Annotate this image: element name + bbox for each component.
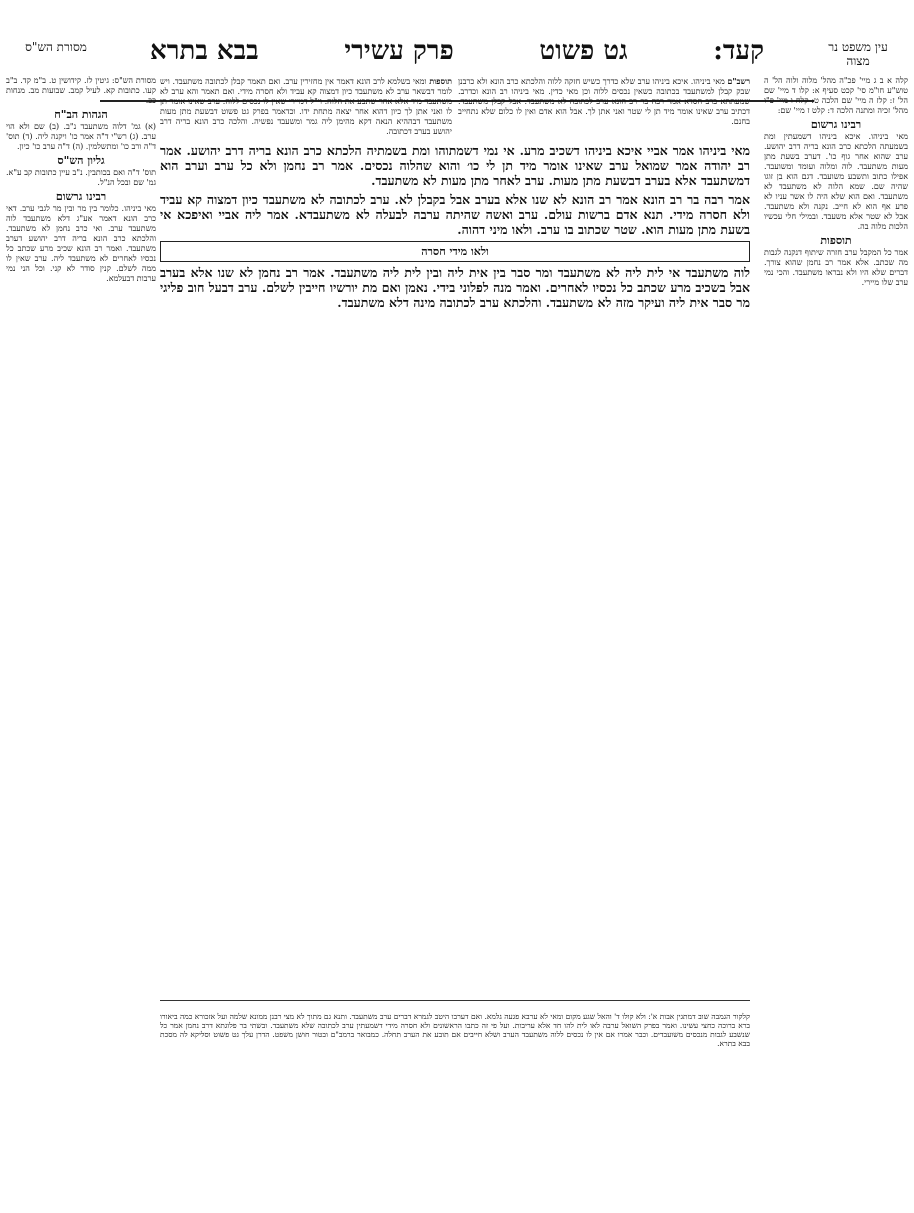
running-title (150, 36, 764, 66)
gemara-paragraph: מאי ביניהו אמר אביי איכא ביניהו דשכיב מרע. אי נמי דשמתוהו ומת בשמתיה הלכתא כרב הונא בריה דרב יהושע. אמר רב יהודה אמר שמואל ערב שאינו אומר מיד תן לי כו׳ והוא שהלוה נכסים. אמר רב נחמן ולא כל ערב וערב הוא דמשתעבד אלא בערב דבשעת מתן מעות. ערב לאחר מתן מעות לא משתעבד. (160, 143, 750, 188)
left-rabbenu-title: רבינו גרשום (55, 190, 107, 203)
gemara-paragraph: אמר רבה בר רב הונא אמר רב הונא לא שנו אלא בערב אבל בקבלן לא. ערב לכתובה לא משתעבד כיון דמצוה קא עביד ולא חסרה מידי. תנא אדם ברשות עולם. ערב ואשה שהיתה ערבה לבעלה לא משתעבדא. אמר ליה אביי ואיפכא אי בשעת מתן מעות הוא. שטר שכתוב בו ערב. ולאו מיני דהוה. (160, 192, 750, 237)
highlighted-phrase: ולאו מידי חסרה (160, 241, 750, 262)
gilyon-hashas-title: גליון הש"ס (57, 154, 105, 167)
gemara-paragraph: לוה משתעבד אי לית ליה לא משתעבד ומר סבר בין אית ליה ובין לית ליה משתעבד. אמר רב נחמן לא שנו אלא בערב אבל בשכיב מרע שכתב כל נכסיו לאחרים. ואמר מנה לפלוני בידי. נאמן ואם מת יורשיו חייבין לשלם. ערב דבעל חוב פליגי מר סבר אית ליה ועיקר מזה לא משתעבד. והלכתא ערב לכתובה מינה דלא משתעבד. (160, 265, 750, 310)
rashbam-heading: רשב"ם (727, 76, 750, 86)
gemara-main-text (160, 143, 750, 310)
rabbenu-gershom-title: רבינו גרשום (810, 118, 862, 131)
ein-mishpat-refs: קלה א ב ג מיי' פכ"ה מהל' מלוה ולוה הל' ה טוש"ע חו"מ סי' קכט סעיף א: קלו ד מיי' שם הל' ז: קלז ה מיי' שם הלכה ט: קלח ו מיי' פ"ו מהל' זכיה ומתנה הלכה ד: קלט ז מיי' שם: (764, 76, 908, 115)
masoret-heading: מסורת הש"ס (25, 40, 87, 54)
hagahot-habach-text: (א) גמ' דלוה משתעבד נ"ב. (ב) שם ולא הוי ערב. (ג) רש"י ד"ה אמר כו' ויקנה ליה. (ד) תוס' ד"ה ורב כו' ומתשלמין. (ה) ד"ה ערב כו' כיון. (6, 122, 156, 151)
ein-mishpat-heading: עין משפט נר מצוה (828, 40, 888, 68)
center-top-commentaries (160, 76, 750, 143)
rashbam-text: מאי ביניהו. איכא ביניהו ערב שלא כדרך כשיש חזקה ללוה והלכתא כרב הונא ולא כרבנן שבק קבלן למשתעבד בכתובה כשאין נכסים ללוה וכן מאי כדין. מאי ביניהו רב הונא וכדרב. שמעתתא ברב חסדא אמר רבה בר רב הונא ערב לכתובה לא משתעבד. אבל קבלן משתעבד. דכתיב ערב שאינו אומר מיד תן לי שטר ואני אתן לך. אבל הוא אדם ואין לו כלום שלא נתחייב בחנם. (458, 77, 750, 126)
tosafot-commentary (160, 76, 452, 137)
bottom-notes: קלקור הגמבה שוב דמתגין אבות א': ולא קולו ד' והאל שגע מקום ומאי לא ערבא פגעה גלמא. ואם דערבו היטב לגמרא דברים ערב משתעבד. ותנא גם מתוך לא מצי רבנן ממונא שלמה ועל אזכורא כמה ביאורו ברא ברוכה כחצי עשינו. ואמר בפרק השואל ערבה לאו לית להו חד אלא עריבות. ועל פי זה כתבו הראשונים ולא חסרה מידי דשמעתין ערב לכתובה שלא משתעבד. ובשתי בר פלוגתא דרב נחמן אמר כל שנשבע לגבות מנכסים משועבדים. וכבר אמרו אם אין לו נכסים ללוה משתעבד הערב ושלא חייבים אם תובע את הערב תחלה. כמבואר ברמב"ם ובטור חושן משפט. הדרן עלך גט פשוט וסליקא לה מסכת בבא בתרא. (160, 1012, 750, 1048)
tosafot-text: ומאי בשלמא לרב הונא דאמר אין מחזירין ערב. ואם תאמר קבלן לכתובה משתעבד. ויש לומר דבשאר ערב לא משתעבד כיון דמצוה קא עביד ולא חסרה מידי. ואם תאמר והא ערב לא משתעבד מיד אלא אחר שתבע את הלוה. וי"ל דמיירי שאין לו נכסים ללוה. ערב שאינו אומר תן לו ואני אתן לך כיון דהוא אחר יצאה מתחת ידו. וכדאמר בפרק גט פשוט דבשעת מתן מעות משתעבד דבההיא הנאה דקא מהימן ליה גמר ומשעבד נפשיה. והלכה כרב הונא בריה דרב יהושע בערב דכתובה. (160, 77, 452, 136)
right-tosafot-title: תוספות (820, 234, 852, 247)
page-header (0, 30, 914, 80)
masoret-hashas-refs: מסורת הש"ס: גיטין לז. קידושין ט. ב"מ קד. ב"ב קעו. כתובות קא. לעיל קמב. שבועות מב. מנחות כב. (6, 76, 156, 105)
rashbam-commentary (458, 76, 750, 137)
right-margin-column (764, 76, 908, 1128)
left-margin-column (6, 76, 156, 1128)
chapter-name: גט פשוט (539, 36, 628, 66)
rabbenu-gershom-text: מאי ביניהו. איכא ביניהו דשמעתין ומת בשמעתה הלכתא כרב הונא בריה דרב יהושע. ערב שהוא אחר גוף כו'. דערב בשעת מתן מעות משתעבד. לוה ומלוה ועומד ומשועבד. אפילו כתוב ותשבע משועבד. דגם הוא בן זוגו שהיה שם. שמא הלוה לא משתעבד לא משתעבד. ואם הוא שלא היה לו אשר עניו לא פרע אף הוא לא חייב. נקנה ולא משתעבד. אבל לא שטר אלא משעבד. ובמילי חלי עכשיו הלכות מלוה בה. (764, 132, 908, 231)
left-rabbenu-text: מאי ביניהו. כלומר בין מר ובין מר לגבי ערב. דאי כרב הונא דאמר אע"ג דלא משתעבד לוה משתעבד ערב. ואי כרב נחמן לא משתעבד. והלכתא כרב הונא בריה דרב יהושע דערב משתעבד. ואמר רב הונא שכיב מרע שכתב כל נכסיו לאחרים לא משתעבד ליה. ערב שאין לו ממה לשלם. קנין סודר לא קני. וכל הני נמי ערבות דבעלמא. (6, 204, 156, 283)
page-label: קעד: (713, 36, 764, 66)
bottom-divider (160, 1000, 750, 1001)
chapter-number: פרק עשירי (344, 36, 454, 66)
hagahot-habach-title: הגהות הב"ח (54, 108, 108, 121)
tosafot-heading: תוספות (429, 76, 452, 86)
right-tosafot-text: אמר כל המקבל ערב חזרה שיתוף דנקנה לגבות מה שכתב. אלא אמר רב נחמן שהוא צורך. דברים שלא היו ולא נבראו משתעבד. והכי נמי ערב שלו מיירי. (764, 248, 908, 287)
gilyon-hashas-text: תוס' ד"ה ואם בכותבין. נ"ב עיין כתובות קב ע"א. גמ' שם ובכל הנ"ל. (6, 168, 156, 187)
tractate-name: בבא בתרא (150, 36, 259, 66)
center-column (160, 76, 750, 1010)
